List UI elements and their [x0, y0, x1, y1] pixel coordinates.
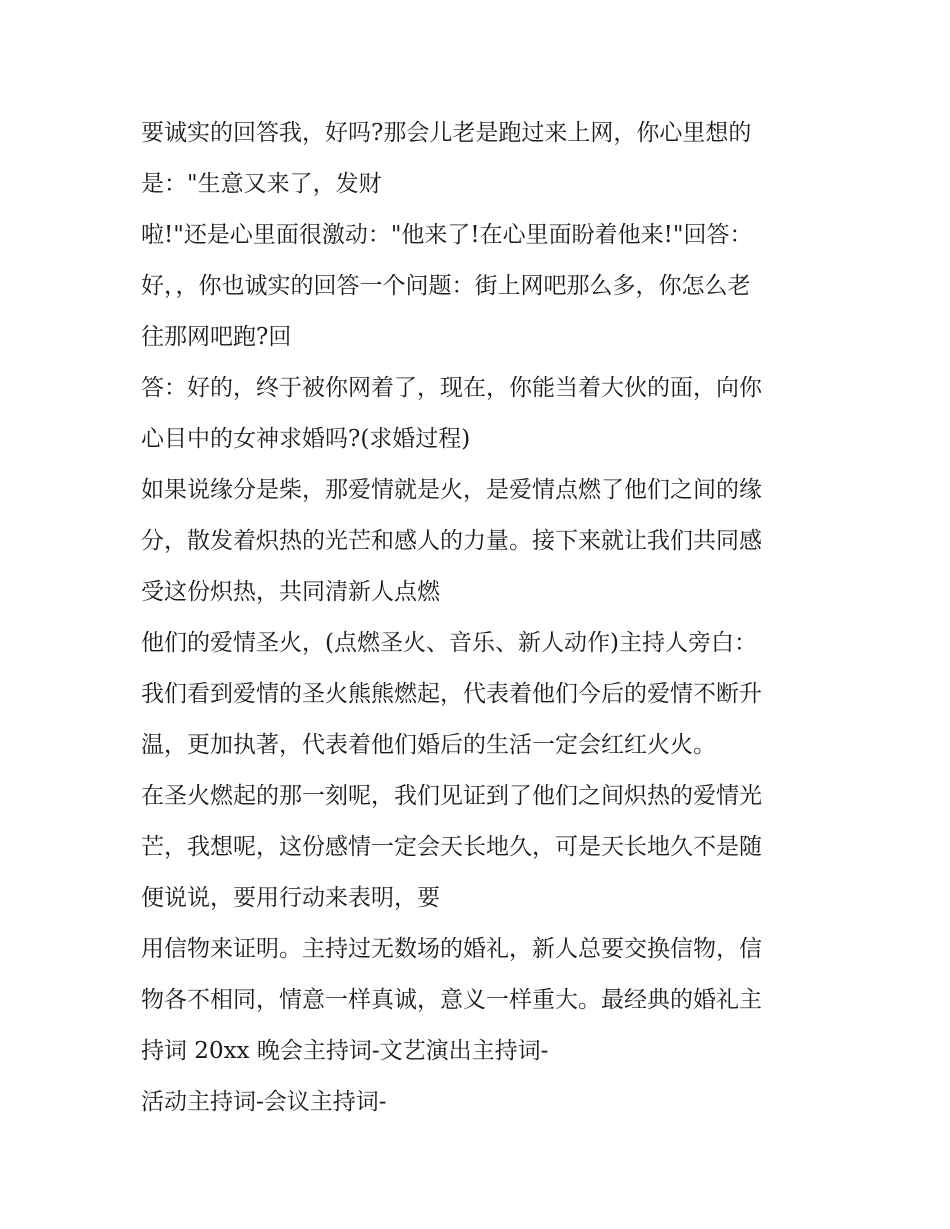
text-line: 啦!"还是心里面很激动："他来了!在心里面盼着他来!"回答： — [141, 222, 753, 248]
text-line: 是："生意又来了，发财 — [141, 171, 382, 197]
text-line: 要诚实的回答我，好吗?那会儿老是跑过来上网，你心里想的 — [141, 120, 752, 146]
text-line: 答：好的，终于被你网着了，现在，你能当着大伙的面，向你 — [141, 375, 762, 401]
text-line: 芒，我想呢，这份感情一定会天长地久，可是天长地久不是随 — [141, 834, 762, 860]
text-line: 好，，你也诚实的回答一个问题：街上网吧那么多，你怎么老 — [141, 273, 751, 299]
text-line: 他们的爱情圣火，(点燃圣火、音乐、新人动作)主持人旁白： — [141, 630, 757, 656]
text-line: 往那网吧跑?回 — [141, 324, 292, 350]
document-body — [141, 108, 821, 1128]
text-line: 我们看到爱情的圣火熊熊燃起，代表着他们今后的爱情不断升 — [141, 681, 762, 707]
text-line: 持词 20xx 晚会主持词-文艺演出主持词- — [141, 1038, 549, 1064]
text-line: 用信物来证明。主持过无数场的婚礼，新人总要交换信物，信 — [141, 936, 762, 962]
text-line: 便说说，要用行动来表明，要 — [141, 885, 440, 911]
text-line: 心目中的女神求婚吗?(求婚过程) — [141, 426, 471, 452]
text-line: 受这份炽热，共同清新人点燃 — [141, 579, 440, 605]
text-line: 活动主持词-会议主持词- — [141, 1089, 387, 1115]
text-line: 在圣火燃起的那一刻呢，我们见证到了他们之间炽热的爱情光 — [141, 783, 762, 809]
text-line: 物各不相同，情意一样真诚，意义一样重大。最经典的婚礼主 — [141, 987, 762, 1013]
text-line: 温，更加执著，代表着他们婚后的生活一定会红红火火。 — [141, 732, 716, 758]
text-line: 如果说缘分是柴，那爱情就是火，是爱情点燃了他们之间的缘 — [141, 477, 762, 503]
text-line: 分，散发着炽热的光芒和感人的力量。接下来就让我们共同感 — [141, 528, 762, 554]
